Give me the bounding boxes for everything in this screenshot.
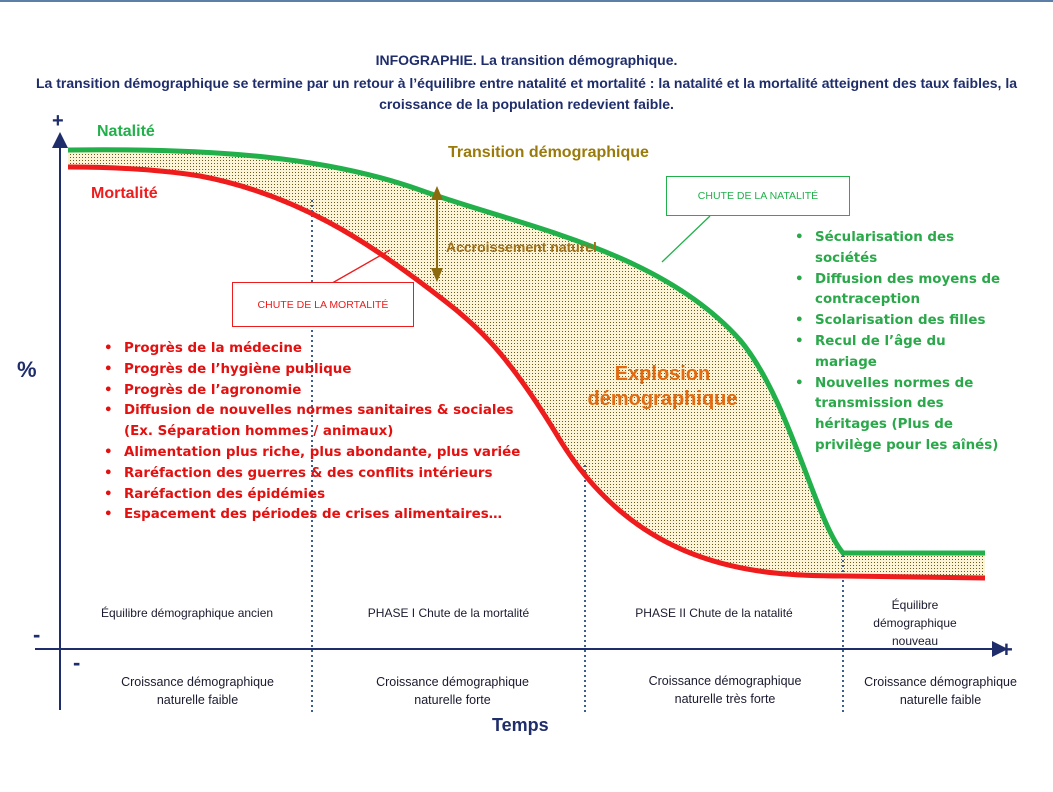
chute-natalite-pointer	[662, 216, 710, 262]
x-axis-label: Temps	[492, 715, 549, 735]
list-item: • Espacement des périodes de crises alimentaires…	[101, 505, 521, 526]
phase-label-3: PHASE II Chute de la natalité	[635, 606, 793, 620]
explosion-line-2: démographique	[587, 388, 738, 410]
mortalite-label: Mortalité	[91, 185, 158, 202]
list-item: • Progrès de l’agronomie	[101, 381, 521, 402]
growth-label-2: Croissance démographique naturelle forte	[376, 675, 529, 707]
explosion-label	[580, 362, 745, 412]
accroissement-label: Accroissement naturel	[446, 239, 597, 255]
list-item: • Raréfaction des épidémies	[101, 485, 521, 506]
phase-label-1: Équilibre démographique ancien	[100, 606, 274, 620]
y-minus-sign: -	[33, 622, 41, 647]
list-item: • Raréfaction des guerres & des conflits intérieurs	[101, 464, 521, 485]
list-item: • Recul de l’âge du mariage	[792, 332, 1007, 374]
y-axis-label: %	[17, 357, 37, 382]
phase-label-2: PHASE I Chute de la mortalité	[367, 606, 530, 620]
x-minus-sign: -	[73, 650, 81, 675]
mortality-factors-list	[101, 339, 521, 526]
phase-label-4: Équilibre démographique nouveau	[873, 598, 957, 648]
transition-label: Transition démographique	[448, 144, 649, 161]
list-item: • Nouvelles normes de transmission des héritages (Plus de privilège pour les aînés)	[792, 374, 1007, 457]
list-item: • Progrès de l’hygiène publique	[101, 360, 521, 381]
infographic-subtitle: La transition démographique se termine par un retour à l’équilibre entre natalité et mortalité : la natalité et la mortalité atteignent des taux faibles, la croissance de la population redevient faible.	[35, 75, 1017, 112]
list-item: • Diffusion de nouvelles normes sanitaires & sociales (Ex. Séparation hommes / animaux)	[101, 401, 521, 443]
x-plus-sign: +	[1000, 637, 1013, 662]
growth-label-4: Croissance démographique naturelle faible	[864, 675, 1017, 707]
list-item: • Diffusion des moyens de contraception	[792, 270, 1007, 312]
chute-natalite-callout: CHUTE DE LA NATALITÉ	[666, 176, 850, 216]
list-item: • Progrès de la médecine	[101, 339, 521, 360]
list-item: • Alimentation plus riche, plus abondante, plus variée	[101, 443, 521, 464]
natalite-label: Natalité	[97, 123, 155, 140]
explosion-line-1: Explosion	[614, 363, 711, 385]
y-plus-sign: +	[52, 110, 64, 132]
list-item: • Scolarisation des filles	[792, 311, 1007, 332]
natality-factors-list	[792, 228, 1007, 457]
infographic-title: INFOGRAPHIE. La transition démographique.	[375, 52, 678, 68]
chute-mortalite-callout: CHUTE DE LA MORTALITÉ	[232, 282, 414, 327]
growth-label-1: Croissance démographique naturelle faible	[121, 675, 274, 707]
list-item: • Sécularisation des sociétés	[792, 228, 1007, 270]
growth-label-3: Croissance démographique naturelle très forte	[648, 674, 802, 706]
